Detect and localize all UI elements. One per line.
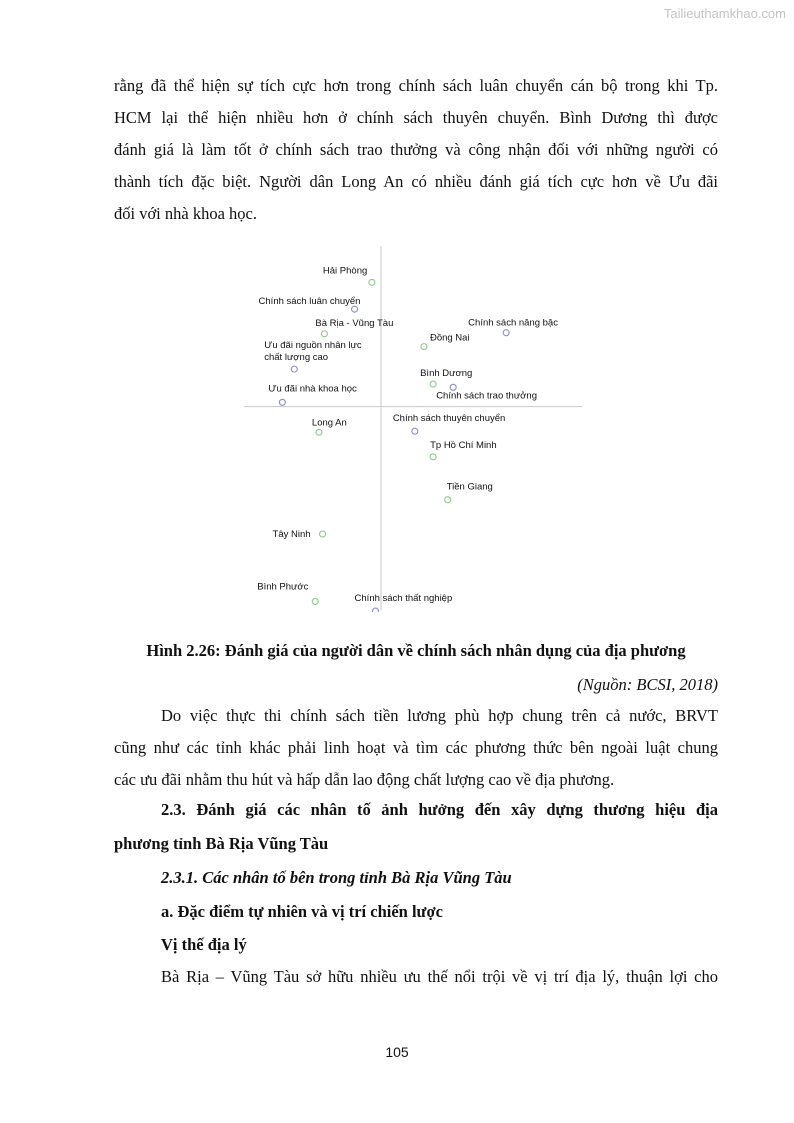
label-chinh-sach-trao-thuong: Chính sách trao thưởng xyxy=(436,390,537,402)
intro-line-3: đánh giá là làm tốt ở chính sách trao thưởng và công nhận đối với những người có xyxy=(114,140,718,159)
point-hai-phong xyxy=(369,279,375,285)
label-tp-ho-chi-minh: Tp Hồ Chí Minh xyxy=(430,439,497,451)
label-long-an: Long An xyxy=(311,417,347,429)
point-long-an xyxy=(316,429,322,435)
correspondence-chart xyxy=(240,240,585,612)
item-heading: a. Đặc điểm tự nhiên và vị trí chiến lược xyxy=(161,902,443,921)
subitem-heading: Vị thế địa lý xyxy=(161,935,247,954)
label-chinh-sach-thuyen-chuyen: Chính sách thuyên chuyển xyxy=(392,413,506,425)
figure-caption: Hình 2.26: Đánh giá của người dân về chính sách nhân dụng của địa phương xyxy=(146,641,686,660)
label-hai-phong: Hải Phòng xyxy=(322,265,368,277)
point-uu-dai-nha-khoa-hoc xyxy=(279,399,285,405)
intro-line-4: thành tích đặc biệt. Người dân Long An có nhiều đánh giá tích cực hơn về Ưu đãi xyxy=(114,172,718,191)
point-dong-nai xyxy=(421,344,427,350)
point-tien-giang xyxy=(445,497,451,503)
paragraph2-line-2: cũng như các tỉnh khác phải linh hoạt và tìm các phương thức bên ngoài luật chung xyxy=(114,738,718,757)
intro-line-1: rằng đã thể hiện sự tích cực hơn trong chính sách luân chuyển cán bộ trong khi Tp. xyxy=(114,76,718,95)
label-binh-phuoc: Bình Phước xyxy=(257,581,309,593)
point-tp-ho-chi-minh xyxy=(430,454,436,460)
label-chinh-sach-nang-bac: Chính sách nâng bậc xyxy=(468,317,558,329)
section-heading-line-2: phương tỉnh Bà Rịa Vũng Tàu xyxy=(114,834,329,853)
label-dong-nai: Đồng Nai xyxy=(429,332,470,344)
section-heading-line-1: 2.3. Đánh giá các nhân tố ảnh hưởng đến xây dựng thương hiệu địa xyxy=(161,800,718,819)
label-tay-ninh: Tây Ninh xyxy=(272,528,311,540)
label-binh-duong: Bình Dương xyxy=(420,368,473,380)
subsection-heading: 2.3.1. Các nhân tố bên trong tỉnh Bà Rịa Vũng Tàu xyxy=(161,868,512,887)
point-ba-ria-vung-tau xyxy=(321,331,327,337)
paragraph2-line-1: Do việc thực thi chính sách tiền lương phù hợp chung trên cả nước, BRVT xyxy=(161,706,718,725)
point-tay-ninh xyxy=(320,531,326,537)
point-binh-duong xyxy=(430,381,436,387)
intro-line-5: đối với nhà khoa học. xyxy=(114,204,257,223)
label-uu-dai-nguon-nhan-luc-chat-luong-cao: Ưu đãi nguồn nhân lực chất lượng cao xyxy=(264,340,362,364)
page-number: 105 xyxy=(385,1044,409,1060)
point-chinh-sach-thuyen-chuyen xyxy=(412,428,418,434)
point-chinh-sach-nang-bac xyxy=(503,330,509,336)
label-tien-giang: Tiền Giang xyxy=(446,481,493,493)
label-chinh-sach-luan-chuyen: Chính sách luân chuyển xyxy=(258,296,361,308)
watermark: Tailieuthamkhao.com xyxy=(663,6,786,21)
paragraph2-line-3: các ưu đãi nhằm thu hút và hấp dẫn lao động chất lượng cao về địa phương. xyxy=(114,770,615,789)
intro-line-2: HCM lại thể hiện nhiều hơn ở chính sách thuyên chuyển. Bình Dương thì được xyxy=(114,108,718,127)
last-line: Bà Rịa – Vũng Tàu sở hữu nhiều ưu thế nổi trội về vị trí địa lý, thuận lợi cho xyxy=(161,967,718,986)
label-uu-dai-nha-khoa-hoc: Ưu đãi nhà khoa học xyxy=(268,383,357,395)
point-chinh-sach-that-nghiep xyxy=(373,608,379,612)
point-uu-dai-nguon-nhan-luc-chat-luong-cao xyxy=(291,366,297,372)
point-binh-phuoc xyxy=(312,598,318,604)
label-chinh-sach-that-nghiep: Chính sách thất nghiệp xyxy=(354,593,453,605)
label-ba-ria-vung-tau: Bà Rịa - Vũng Tàu xyxy=(315,317,394,329)
figure-source: (Nguồn: BCSI, 2018) xyxy=(577,675,718,694)
